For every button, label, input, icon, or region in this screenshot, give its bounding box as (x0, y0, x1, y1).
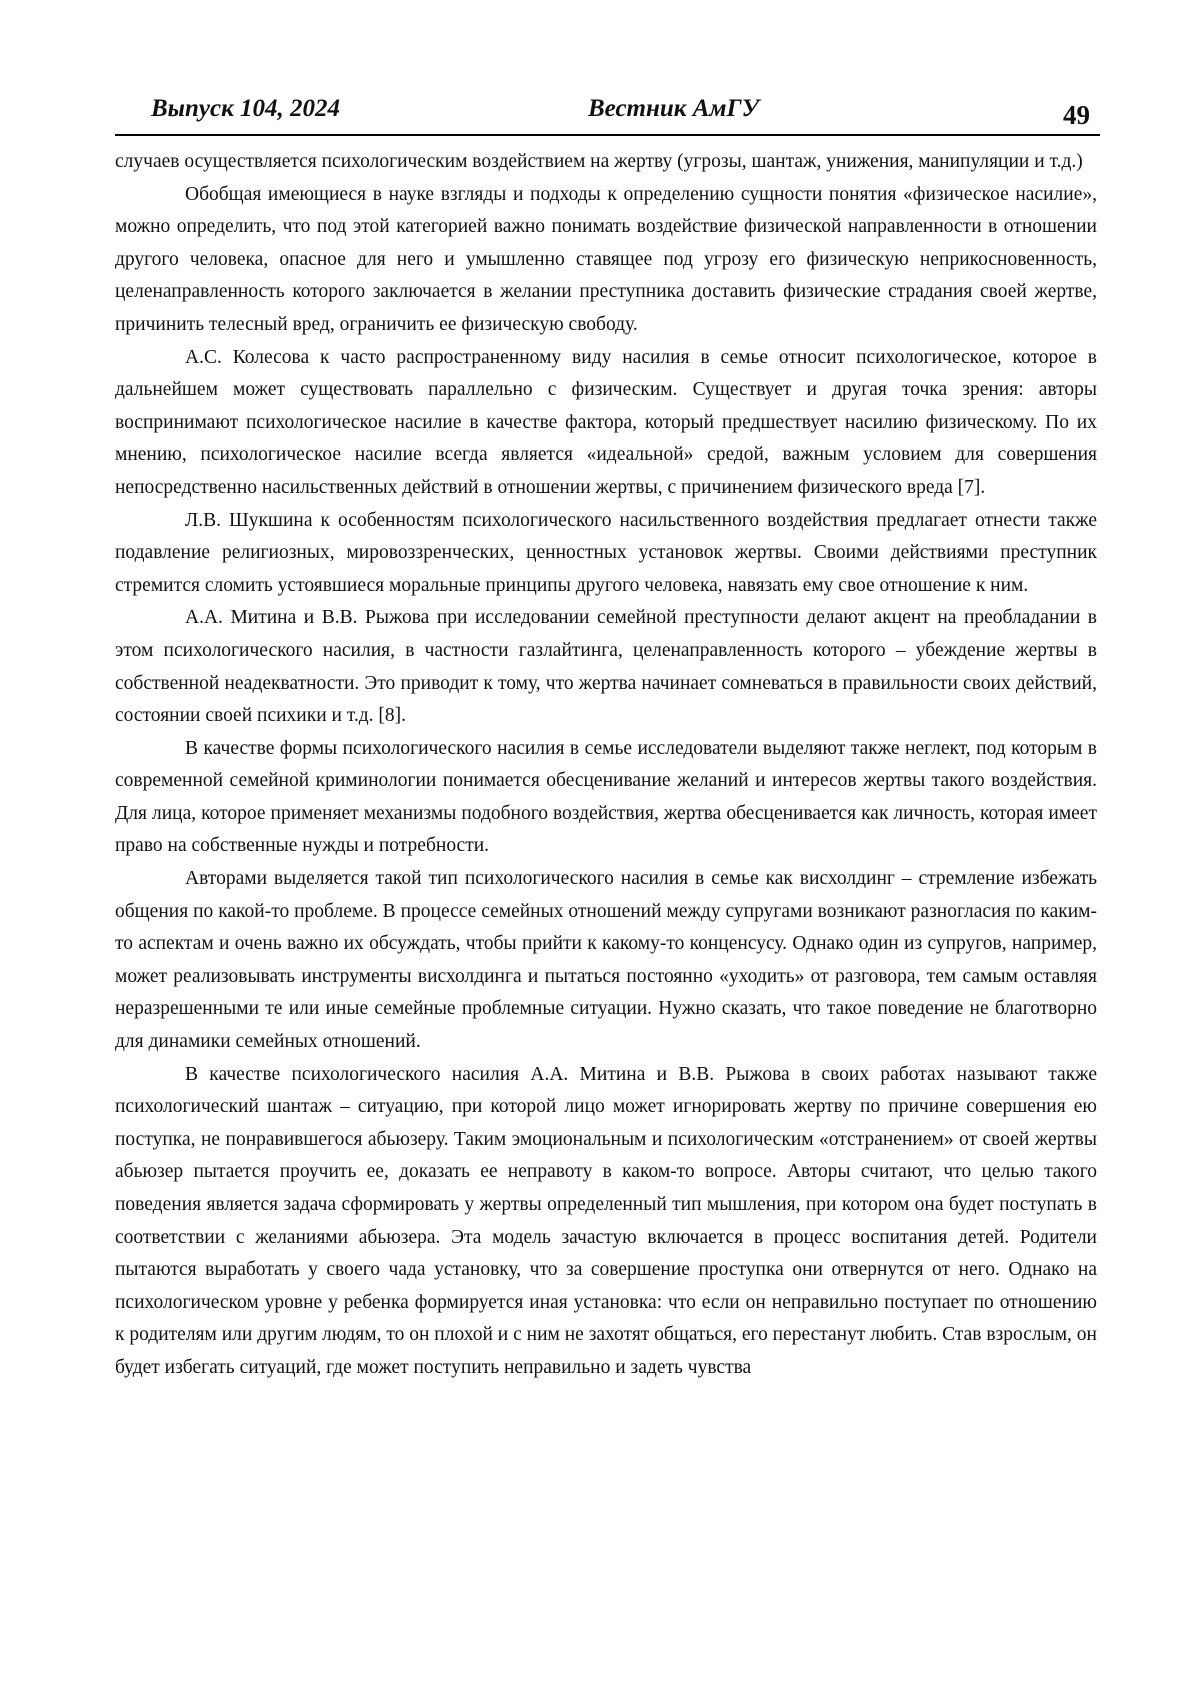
paragraph-shukshina: Л.В. Шукшина к особенностям психологического насильственного воздействия предлагает отнести также подавление религиозных, мировоззренческих, ценностных установок жертвы. Своими действиями преступник стремится сломить устоявшиеся моральные принципы другого человека, навязать ему свое отношение к ним. (115, 509, 1097, 596)
paragraph-withholding: Авторами выделяется такой тип психологического насилия в семье как висхолдинг – стремление избежать общения по какой-то проблеме. В процессе семейных отношений между супругами возникают разногласия по каким-то аспектам и очень важно их обсуждать, чтобы прийти к какому-то конценсусу. Однако один из супругов, например, может реализовывать инструменты висхолдинга и пытаться постоянно «уходить» от разговора, тем самым оставляя неразрешенными те или иные семейные проблемные ситуации. Нужно сказать, что такое поведение не благотворно для динамики семейных отношений. (115, 868, 1097, 1053)
page-number: 49 (1063, 100, 1090, 130)
paragraph-kolesova: А.С. Колесова к часто распространенному виду насилия в семье относит психологическое, которое в дальнейшем может существовать параллельно с физическим. Существует и другая точка зрения: авторы воспринимают психологическое насилие в качестве фактора, который предшествует насилию физическому. По их мнению, психологическое насилие всегда является «идеальной» средой, важным условием для совершения непосредственно насильственных действий в отношении жертвы, с причинением физического вреда [7]. (115, 346, 1097, 498)
article-body (115, 146, 1097, 1385)
paragraph-physical-violence-definition: Обобщая имеющиеся в науке взгляды и подходы к определению сущности понятия «физическое насилие», можно определить, что под этой категорией важно понимать воздействие физической направленности в отношении другого человека, опасное для него и умышленно ставящее под угрозу его физическую неприкосновенность, целенаправленность которого заключается в желании преступника доставить физические страдания своей жертве, причинить телесный вред, ограничить ее физическую свободу. (115, 183, 1097, 335)
journal-title: Вестник АмГУ (588, 95, 759, 122)
page-header (115, 86, 1100, 136)
paragraph-gaslighting: А.А. Митина и В.В. Рыжова при исследовании семейной преступности делают акцент на преобладании в этом психологического насилия, в частности газлайтинга, целенаправленность которого – убеждение жертвы в собственной неадекватности. Это приводит к тому, что жертва начинает сомневаться в правильности своих действий, состоянии своей психики и т.д. [8]. (115, 607, 1097, 727)
issue-label: Выпуск 104, 2024 (151, 95, 341, 122)
paragraph-psychological-blackmail: В качестве психологического насилия А.А. Митина и В.В. Рыжова в своих работах называют также психологический шантаж – ситуацию, при которой лицо может игнорировать жертву по причине совершения ею поступка, не понравившегося абьюзеру. Таким эмоциональным и психологическим «отстранением» от своей жертвы абьюзер пытается проучить ее, доказать ее неправоту в каком-то вопросе. Авторы считают, что целью такого поведения является задача сформировать у жертвы определенный тип мышления, при котором она будет поступать в соответствии с желаниями абьюзера. Эта модель зачастую включается в процесс воспитания детей. Родители пытаются выработать у своего чада установку, что за совершение проступка они отвернутся от него. Однако на психологическом уровне у ребенка формируется иная установка: что если он неправильно поступает по отношению к родителям или другим людям, то он плохой и с ним не захотят общаться, его перестанут любить. Став взрослым, он будет избегать ситуаций, где может поступить неправильно и задеть чувства (115, 1063, 1097, 1378)
paragraph-neglect: В качестве формы психологического насилия в семье исследователи выделяют также неглект, под которым в современной семейной криминологии понимается обесценивание желаний и интересов жертвы такого воздействия. Для лица, которое применяет механизмы подобного воздействия, жертва обесценивается как личность, которая имеет право на собственные нужды и потребности. (115, 737, 1097, 857)
paragraph-continuation: случаев осуществляется психологическим воздействием на жертву (угрозы, шантаж, унижения, манипуляции и т.д.) (115, 151, 1083, 172)
